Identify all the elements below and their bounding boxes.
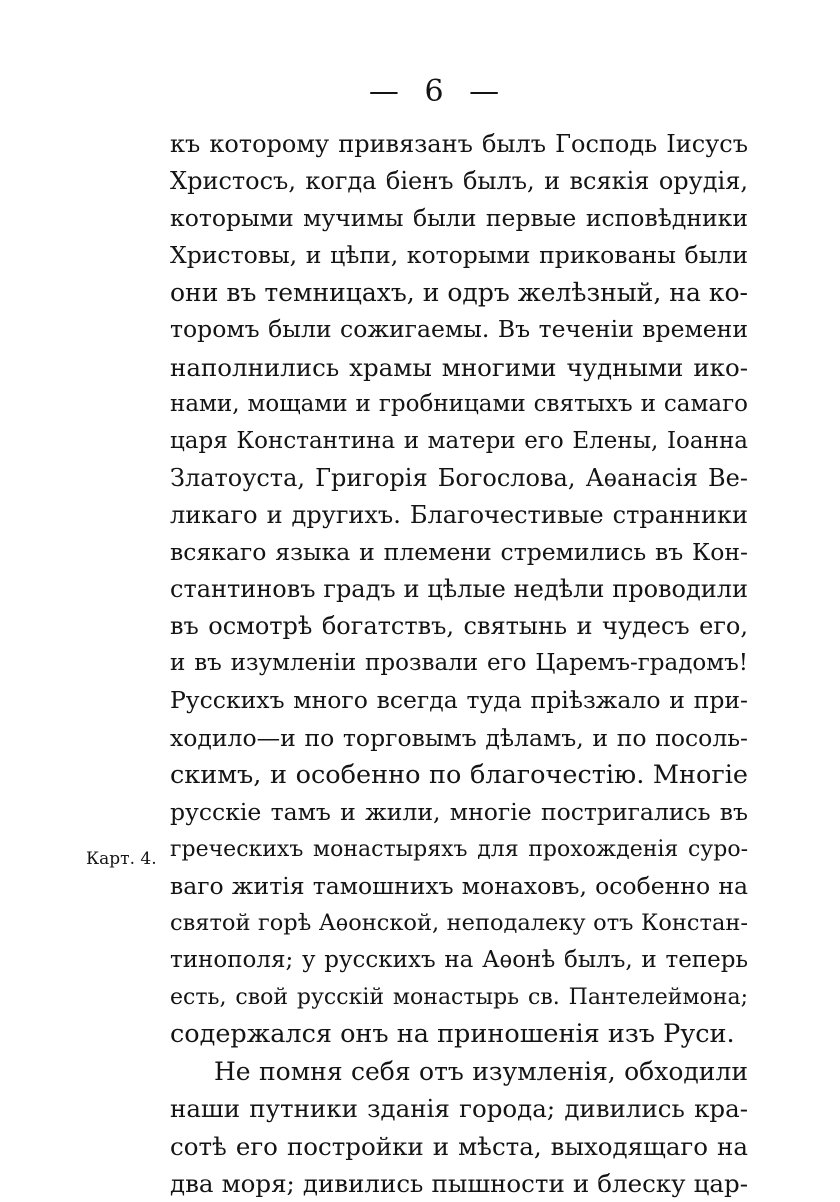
paragraph-1 [170,126,748,1053]
text-line: нами, мощами и гробницами святыхъ и самаго [170,390,748,417]
text-line: и въ изумленіи прозвали его Царемъ-градомъ! [170,650,748,677]
text-line: ходило—и по торговымъ дѣламъ, и по посоль- [170,723,748,752]
text-line: ваго житія тамошнихъ монаховъ, особенно на [170,871,748,900]
text-line: наполнились храмы многими чудными ико- [170,352,748,382]
text-line: царя Константина и матери его Елены, Іоанна [170,427,748,454]
text-line: они въ темницахъ, и одръ желѣзный, на ко- [170,278,748,308]
text-line: тинополя; у русскихъ на Аѳонѣ былъ, и теперь [170,947,748,974]
text-line: стантиновъ градъ и цѣлые недѣли проводили [170,575,748,604]
text-line: всякаго языка и племени стремились въ Кон- [170,538,748,567]
text-line: торомъ были сожигаемы. Въ теченіи времени [170,315,748,344]
text-line: русскіе тамъ и жили, многіе постригались въ [170,797,748,826]
text-line: греческихъ монастыряхъ для прохожденія суро- [170,836,748,862]
text-line: сотѣ его постройки и мѣста, выходящаго на [170,1131,748,1161]
text-line: ликаго и другихъ. Благочестивые странники [170,500,748,529]
text-line: въ осмотрѣ богатствъ, святынь и чудесъ его, [170,612,748,641]
text-line: Русскихъ много всегда туда пріѣзжало и при- [170,686,748,715]
text-line: Христосъ, когда біенъ былъ, и всякія орудія, [170,167,748,196]
text-line: наши путники зданія города; дивились кра- [170,1094,748,1124]
text-line: два моря; дивились пышности и блеску цар- [170,1168,748,1198]
text-line: Христовы, и цѣпи, которыми прикованы были [170,241,748,270]
text-line: святой горѣ Аѳонской, неподалеку отъ Констан- [170,909,748,936]
text-line: скимъ, и особенно по благочестію. Многіе [170,759,748,790]
text-line: къ которому привязанъ былъ Господь Іисусъ [170,130,748,158]
body-text [170,126,748,1202]
text-line: Не помня себя отъ изумленія, обходили [214,1057,748,1087]
page-number: — 6 — [368,74,508,109]
map-reference-note: Карт. 4. [86,849,157,869]
text-line: есть, свой русскій монастырь св. Пантелеймона; [170,985,748,1011]
text-line: которыми мучимы были первые исповѣдники [170,204,748,233]
paragraph-2 [170,1053,748,1201]
text-line: Златоуста, Григорія Богослова, Аѳанасія Ве- [170,463,748,492]
text-line: содержался онъ на приношенія изъ Руси. [170,1019,735,1050]
